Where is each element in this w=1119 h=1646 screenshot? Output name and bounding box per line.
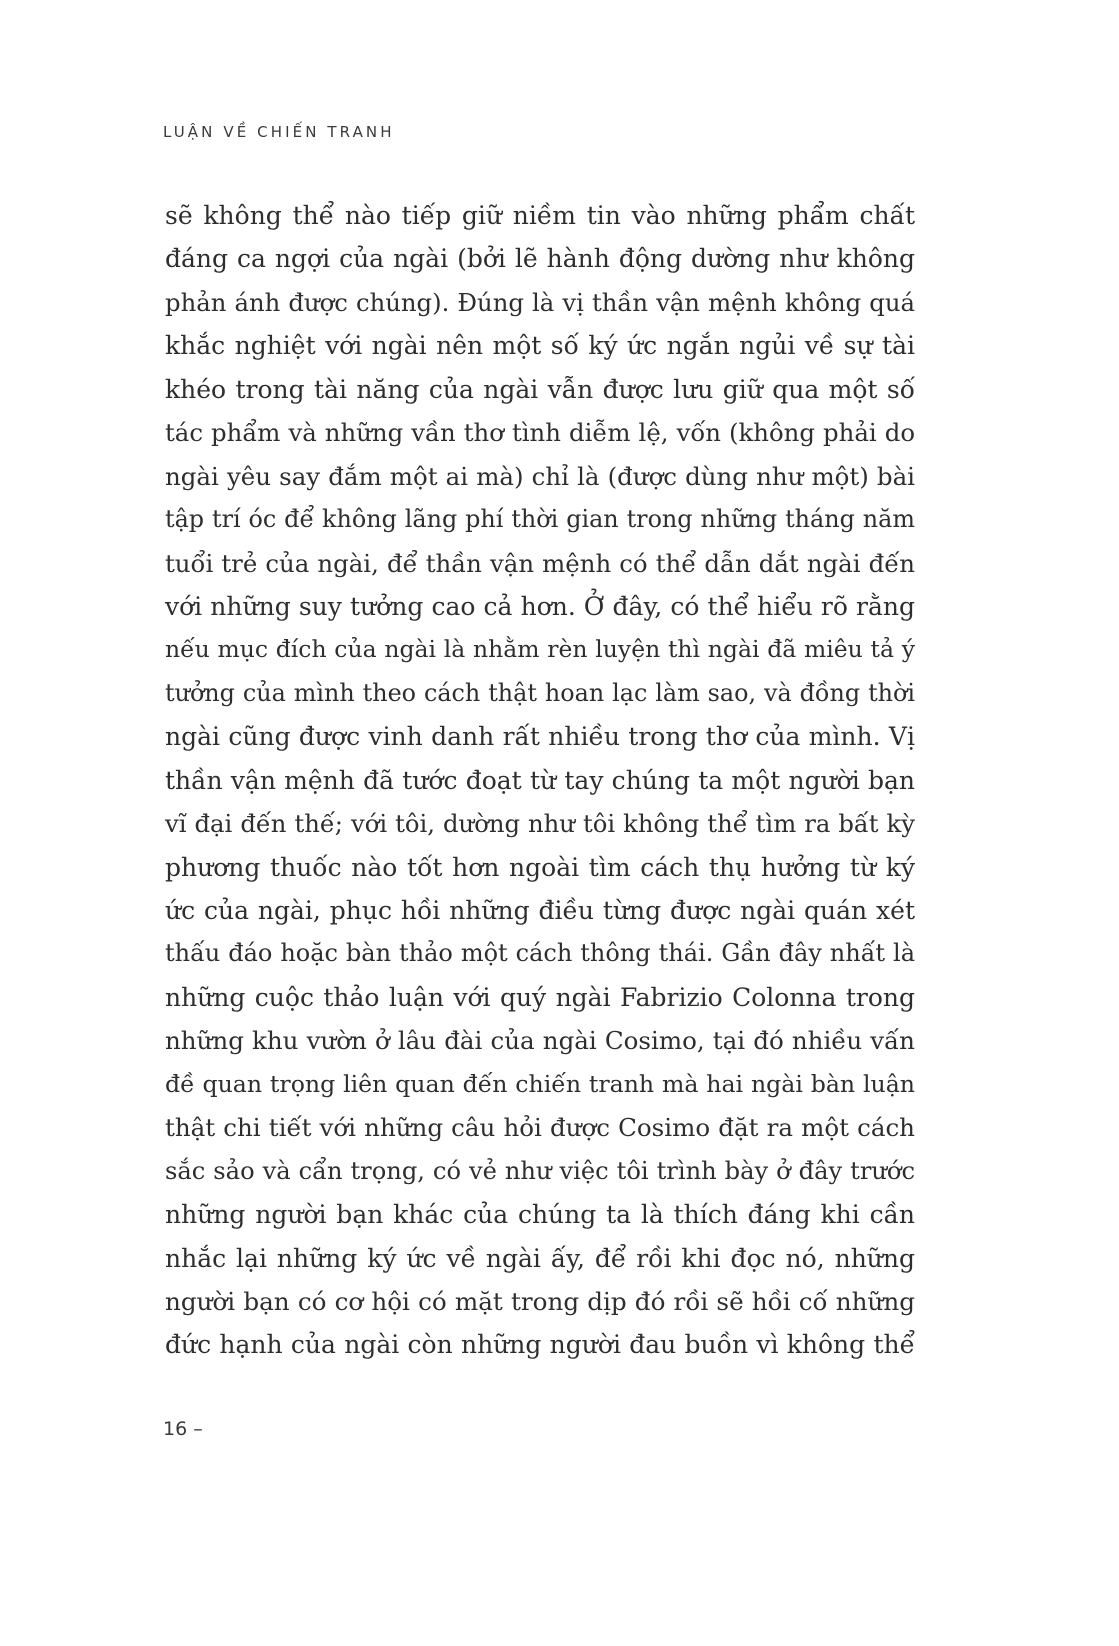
text-line: phương thuốc nào tốt hơn ngoài tìm cách thụ hưởng từ ký [165, 852, 915, 882]
text-line: với những suy tưởng cao cả hơn. Ở đây, có thể hiểu rõ rằng [165, 591, 915, 621]
text-line: ngài cũng được vinh danh rất nhiều trong thơ của mình. Vị [165, 722, 915, 752]
text-line: những khu vườn ở lâu đài của ngài Cosimo, tại đó nhiều vấn [165, 1026, 915, 1056]
text-line: đề quan trọng liên quan đến chiến tranh mà hai ngài bàn luận [165, 1069, 915, 1098]
text-line: thấu đáo hoặc bàn thảo một cách thông thái. Gần đây nhất là [165, 939, 915, 968]
text-line: đáng ca ngợi của ngài (bởi lẽ hành động dường như không [165, 244, 915, 274]
running-header: LUẬN VỀ CHIẾN TRANH [163, 123, 395, 141]
text-line: ức của ngài, phục hồi những điều từng được ngài quán xét [165, 896, 915, 925]
text-line: khéo trong tài năng của ngài vẫn được lưu giữ qua một số [165, 374, 915, 404]
text-line: sẽ không thể nào tiếp giữ niềm tin vào những phẩm chất [165, 201, 915, 230]
text-line: nếu mục đích của ngài là nhằm rèn luyện thì ngài đã miêu tả ý [165, 635, 915, 664]
text-line: tập trí óc để không lãng phí thời gian trong những tháng năm [165, 505, 915, 534]
text-line: những người bạn khác của chúng ta là thích đáng khi cần [165, 1200, 915, 1230]
text-line: người bạn có cơ hội có mặt trong dịp đó rồi sẽ hồi cố những [165, 1286, 915, 1316]
text-line: sắc sảo và cẩn trọng, có vẻ như việc tôi trình bày ở đây trước [165, 1156, 915, 1185]
body-paragraph [165, 194, 915, 1367]
text-line: nhắc lại những ký ức về ngài ấy, để rồi khi đọc nó, những [165, 1243, 915, 1273]
text-line: thần vận mệnh đã tước đoạt từ tay chúng ta một người bạn [165, 765, 915, 795]
text-line: phản ánh được chúng). Đúng là vị thần vận mệnh không quá [165, 287, 915, 317]
page-number: 16 – [163, 1418, 203, 1440]
text-line: tưởng của mình theo cách thật hoan lạc làm sao, và đồng thời [165, 678, 915, 707]
text-line: tác phẩm và những vần thơ tình diễm lệ, vốn (không phải do [165, 418, 915, 448]
text-line: ngài yêu say đắm một ai mà) chỉ là (được dùng như một) bài [165, 461, 915, 491]
text-line: vĩ đại đến thế; với tôi, dường như tôi không thể tìm ra bất kỳ [165, 809, 915, 839]
text-line: tuổi trẻ của ngài, để thần vận mệnh có thể dẫn dắt ngài đến [165, 548, 915, 578]
text-line: những cuộc thảo luận với quý ngài Fabrizio Colonna trong [165, 982, 915, 1012]
text-line: khắc nghiệt với ngài nên một số ký ức ngắn ngủi về sự tài [165, 331, 915, 361]
text-line: đức hạnh của ngài còn những người đau buồn vì không thể [165, 1330, 915, 1360]
text-line: thật chi tiết với những câu hỏi được Cosimo đặt ra một cách [165, 1113, 915, 1143]
